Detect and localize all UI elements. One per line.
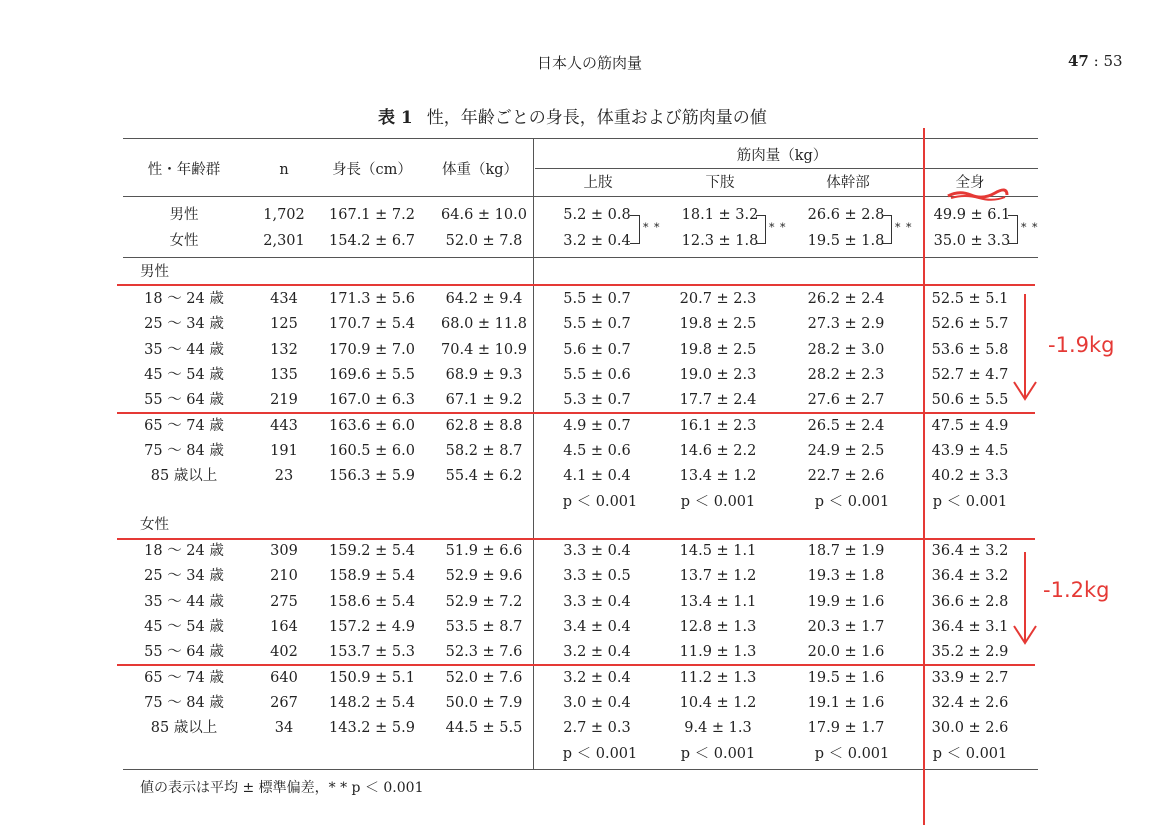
cell-upper: 3.3 ± 0.4 <box>563 543 631 559</box>
cell-n: 34 <box>274 720 294 737</box>
cell-trunk: 26.5 ± 2.4 <box>807 417 885 434</box>
cell-height: 153.7 ± 5.3 <box>329 644 415 661</box>
cell-n: 135 <box>270 366 298 383</box>
cell-weight: 52.0 ± 7.6 <box>445 669 523 686</box>
summary-trunk: 26.6 ± 2.8 <box>807 207 885 223</box>
cell-weight: 53.5 ± 8.7 <box>445 618 523 635</box>
cell-whole: 32.4 ± 2.6 <box>931 694 1009 711</box>
male-down-arrow-icon <box>1008 292 1044 404</box>
cell-weight: 55.4 ± 6.2 <box>445 468 523 485</box>
female-down-arrow-icon <box>1008 550 1044 648</box>
cell-lower: 16.1 ± 2.3 <box>679 417 757 434</box>
col-header-muscle: 筋肉量（kg） <box>736 148 828 164</box>
cell-height: 171.3 ± 5.6 <box>329 291 415 307</box>
summary-lower: 12.3 ± 1.8 <box>681 233 759 249</box>
cell-n: 210 <box>270 568 298 585</box>
summary-whole: 49.9 ± 6.1 <box>933 207 1011 223</box>
p-value-male-trunk: p ＜ 0.001 <box>814 494 890 510</box>
cell-trunk: 28.2 ± 2.3 <box>807 366 885 383</box>
cell-group: 45 〜 54 歳 <box>144 618 224 635</box>
cell-height: 160.5 ± 6.0 <box>329 442 415 459</box>
cell-lower: 19.8 ± 2.5 <box>679 316 757 333</box>
summary-lower: 18.1 ± 3.2 <box>681 207 759 223</box>
cell-n: 402 <box>270 644 298 661</box>
cell-lower: 12.8 ± 1.3 <box>679 618 757 635</box>
cell-n: 443 <box>270 417 298 434</box>
cell-height: 163.6 ± 6.0 <box>329 417 415 434</box>
summary-group: 男性 <box>169 207 199 223</box>
cell-lower: 9.4 ± 1.3 <box>684 720 752 737</box>
cell-group: 35 〜 44 歳 <box>144 593 224 610</box>
cell-upper: 5.5 ± 0.6 <box>563 366 631 383</box>
table-footnote: 値の表示は平均 ± 標準偏差，* * p ＜ 0.001 <box>140 780 424 796</box>
cell-lower: 19.0 ± 2.3 <box>679 366 757 383</box>
cell-trunk: 20.0 ± 1.6 <box>807 644 885 661</box>
section-label-female: 女性 <box>140 517 169 533</box>
cell-weight: 50.0 ± 7.9 <box>445 694 523 711</box>
cell-n: 191 <box>270 442 298 459</box>
table-bottom-rule <box>123 769 1038 770</box>
cell-trunk: 17.9 ± 1.7 <box>807 720 885 737</box>
cell-whole: 40.2 ± 3.3 <box>931 468 1009 485</box>
cell-upper: 5.6 ± 0.7 <box>563 341 631 358</box>
cell-whole: 36.6 ± 2.8 <box>931 593 1009 610</box>
col-header-height: 身長（cm） <box>332 162 412 178</box>
cell-upper: 2.7 ± 0.3 <box>563 720 631 737</box>
cell-height: 150.9 ± 5.1 <box>329 669 415 686</box>
cell-height: 143.2 ± 5.9 <box>329 720 415 737</box>
cell-whole: 47.5 ± 4.9 <box>931 417 1009 434</box>
male-drop-annotation: -1.9kg <box>1048 333 1115 357</box>
cell-height: 159.2 ± 5.4 <box>329 543 415 559</box>
cell-whole: 52.5 ± 5.1 <box>931 291 1009 307</box>
summary-height: 154.2 ± 6.7 <box>329 233 415 249</box>
cell-upper: 3.2 ± 0.4 <box>563 669 631 686</box>
cell-whole: 53.6 ± 5.8 <box>931 341 1009 358</box>
muscle-divider <box>533 138 534 769</box>
cell-weight: 68.9 ± 9.3 <box>445 366 523 383</box>
cell-weight: 68.0 ± 11.8 <box>441 316 527 333</box>
cell-trunk: 19.9 ± 1.6 <box>807 593 885 610</box>
cell-n: 267 <box>270 694 298 711</box>
cell-upper: 3.0 ± 0.4 <box>563 694 631 711</box>
cell-group: 65 〜 74 歳 <box>144 417 224 434</box>
cell-group: 75 〜 84 歳 <box>144 442 224 459</box>
muscle-group-rule <box>535 168 1038 169</box>
cell-n: 640 <box>270 669 298 686</box>
sig-bracket-trunk <box>882 215 892 244</box>
cell-whole: 52.7 ± 4.7 <box>931 366 1009 383</box>
col-header-trunk: 体幹部 <box>826 175 870 191</box>
page-number: 47 : 53 <box>1068 52 1123 70</box>
cell-trunk: 24.9 ± 2.5 <box>807 442 885 459</box>
cell-upper: 3.3 ± 0.5 <box>563 568 631 585</box>
cell-upper: 3.3 ± 0.4 <box>563 593 631 610</box>
cell-height: 169.6 ± 5.5 <box>329 366 415 383</box>
cell-n: 275 <box>270 593 298 610</box>
cell-lower: 10.4 ± 1.2 <box>679 694 757 711</box>
cell-group: 55 〜 64 歳 <box>144 392 224 409</box>
cell-group: 75 〜 84 歳 <box>144 694 224 711</box>
summary-n: 2,301 <box>263 233 305 249</box>
cell-n: 434 <box>270 291 298 307</box>
cell-trunk: 19.3 ± 1.8 <box>807 568 885 585</box>
cell-lower: 13.4 ± 1.1 <box>679 593 757 610</box>
cell-upper: 5.5 ± 0.7 <box>563 316 631 333</box>
cell-lower: 14.6 ± 2.2 <box>679 442 757 459</box>
p-value-female-lower: p ＜ 0.001 <box>680 746 756 762</box>
red-underline <box>117 664 1035 666</box>
summary-upper: 5.2 ± 0.8 <box>563 207 631 223</box>
cell-weight: 67.1 ± 9.2 <box>445 392 523 409</box>
cell-whole: 36.4 ± 3.2 <box>931 543 1009 559</box>
cell-whole: 52.6 ± 5.7 <box>931 316 1009 333</box>
summary-trunk: 19.5 ± 1.8 <box>807 233 885 249</box>
sig-bracket-lower <box>756 215 766 244</box>
cell-group: 45 〜 54 歳 <box>144 366 224 383</box>
cell-height: 170.7 ± 5.4 <box>329 316 415 333</box>
cell-n: 309 <box>270 543 298 559</box>
red-underline <box>117 538 1035 540</box>
cell-group: 65 〜 74 歳 <box>144 669 224 686</box>
cell-trunk: 27.6 ± 2.7 <box>807 392 885 409</box>
cell-lower: 11.2 ± 1.3 <box>679 669 757 686</box>
col-header-n: n <box>279 162 289 178</box>
cell-lower: 13.7 ± 1.2 <box>679 568 757 585</box>
caption-text: 性，年齢ごとの身長，体重および筋肉量の値 <box>426 108 767 128</box>
cell-height: 167.0 ± 6.3 <box>329 392 415 409</box>
col-header-lower: 下肢 <box>705 175 735 191</box>
cell-trunk: 22.7 ± 2.6 <box>807 468 885 485</box>
p-value-female-trunk: p ＜ 0.001 <box>814 746 890 762</box>
cell-whole: 43.9 ± 4.5 <box>931 442 1009 459</box>
cell-group: 85 歳以上 <box>150 468 218 485</box>
cell-weight: 70.4 ± 10.9 <box>441 341 527 358</box>
cell-weight: 58.2 ± 8.7 <box>445 442 523 459</box>
cell-weight: 44.5 ± 5.5 <box>445 720 523 737</box>
cell-weight: 52.9 ± 9.6 <box>445 568 523 585</box>
p-value-male-lower: p ＜ 0.001 <box>680 494 756 510</box>
cell-lower: 19.8 ± 2.5 <box>679 341 757 358</box>
cell-weight: 51.9 ± 6.6 <box>445 543 523 559</box>
cell-whole: 30.0 ± 2.6 <box>931 720 1009 737</box>
cell-trunk: 27.3 ± 2.9 <box>807 316 885 333</box>
cell-weight: 52.3 ± 7.6 <box>445 644 523 661</box>
female-drop-annotation: -1.2kg <box>1043 578 1110 602</box>
cell-trunk: 20.3 ± 1.7 <box>807 618 885 635</box>
p-value-male-whole: p ＜ 0.001 <box>932 494 1008 510</box>
cell-height: 156.3 ± 5.9 <box>329 468 415 485</box>
cell-whole: 36.4 ± 3.2 <box>931 568 1009 585</box>
col-header-upper: 上肢 <box>583 175 613 191</box>
cell-weight: 62.8 ± 8.8 <box>445 417 523 434</box>
cell-trunk: 28.2 ± 3.0 <box>807 341 885 358</box>
cell-weight: 64.2 ± 9.4 <box>445 291 523 307</box>
cell-height: 148.2 ± 5.4 <box>329 694 415 711</box>
cell-n: 164 <box>270 618 298 635</box>
section-label-male: 男性 <box>140 264 169 280</box>
cell-upper: 4.1 ± 0.4 <box>563 468 631 485</box>
cell-n: 23 <box>274 468 294 485</box>
cell-trunk: 26.2 ± 2.4 <box>807 291 885 307</box>
red-vertical-marker <box>923 128 925 825</box>
cell-group: 35 〜 44 歳 <box>144 341 224 358</box>
cell-group: 18 〜 24 歳 <box>144 543 224 559</box>
p-value-female-whole: p ＜ 0.001 <box>932 746 1008 762</box>
sig-bracket-whole <box>1008 215 1018 244</box>
summary-group: 女性 <box>169 233 199 249</box>
sig-mark-lower: * * <box>769 221 787 234</box>
table-top-rule <box>123 138 1038 139</box>
cell-lower: 17.7 ± 2.4 <box>679 392 757 409</box>
p-value-female-upper: p ＜ 0.001 <box>562 746 638 762</box>
red-underline <box>117 284 1035 286</box>
table-caption <box>378 103 767 128</box>
summary-whole: 35.0 ± 3.3 <box>933 233 1011 249</box>
sig-mark-upper: * * <box>643 221 661 234</box>
cell-weight: 52.9 ± 7.2 <box>445 593 523 610</box>
cell-group: 55 〜 64 歳 <box>144 644 224 661</box>
cell-trunk: 18.7 ± 1.9 <box>807 543 885 559</box>
cell-group: 25 〜 34 歳 <box>144 568 224 585</box>
running-header: 日本人の筋肉量 <box>537 54 643 72</box>
highlight-scribble <box>945 186 1010 202</box>
cell-lower: 20.7 ± 2.3 <box>679 291 757 307</box>
sig-bracket-upper <box>630 215 640 244</box>
sig-mark-trunk: * * <box>895 221 913 234</box>
cell-whole: 35.2 ± 2.9 <box>931 644 1009 661</box>
summary-height: 167.1 ± 7.2 <box>329 207 415 223</box>
col-header-whole: 全身 <box>955 175 985 191</box>
summary-upper: 3.2 ± 0.4 <box>563 233 631 249</box>
cell-trunk: 19.1 ± 1.6 <box>807 694 885 711</box>
cell-lower: 13.4 ± 1.2 <box>679 468 757 485</box>
cell-height: 157.2 ± 4.9 <box>329 618 415 635</box>
cell-upper: 3.2 ± 0.4 <box>563 644 631 661</box>
summary-weight: 52.0 ± 7.8 <box>445 233 523 249</box>
cell-upper: 4.5 ± 0.6 <box>563 442 631 459</box>
summary-weight: 64.6 ± 10.0 <box>441 207 527 223</box>
cell-height: 170.9 ± 7.0 <box>329 341 415 358</box>
caption-label: 表 1 <box>378 108 413 128</box>
cell-group: 85 歳以上 <box>150 720 218 737</box>
header-bottom-rule <box>123 196 1038 197</box>
p-value-male-upper: p ＜ 0.001 <box>562 494 638 510</box>
cell-upper: 5.5 ± 0.7 <box>563 291 631 307</box>
summary-n: 1,702 <box>263 207 305 223</box>
cell-group: 18 〜 24 歳 <box>144 291 224 307</box>
cell-whole: 50.6 ± 5.5 <box>931 392 1009 409</box>
col-header-weight: 体重（kg） <box>441 162 519 178</box>
cell-n: 125 <box>270 316 298 333</box>
col-header-group: 性・年齢群 <box>147 162 221 178</box>
red-underline <box>117 412 1035 414</box>
cell-whole: 36.4 ± 3.1 <box>931 618 1009 635</box>
cell-height: 158.9 ± 5.4 <box>329 568 415 585</box>
cell-upper: 4.9 ± 0.7 <box>563 417 631 434</box>
cell-group: 25 〜 34 歳 <box>144 316 224 333</box>
cell-upper: 3.4 ± 0.4 <box>563 618 631 635</box>
cell-lower: 14.5 ± 1.1 <box>679 543 757 559</box>
summary-bottom-rule <box>123 257 1038 258</box>
cell-trunk: 19.5 ± 1.6 <box>807 669 885 686</box>
sig-mark-whole: * * <box>1021 221 1039 234</box>
cell-lower: 11.9 ± 1.3 <box>679 644 757 661</box>
cell-n: 219 <box>270 392 298 409</box>
cell-upper: 5.3 ± 0.7 <box>563 392 631 409</box>
cell-whole: 33.9 ± 2.7 <box>931 669 1009 686</box>
cell-n: 132 <box>270 341 298 358</box>
cell-height: 158.6 ± 5.4 <box>329 593 415 610</box>
